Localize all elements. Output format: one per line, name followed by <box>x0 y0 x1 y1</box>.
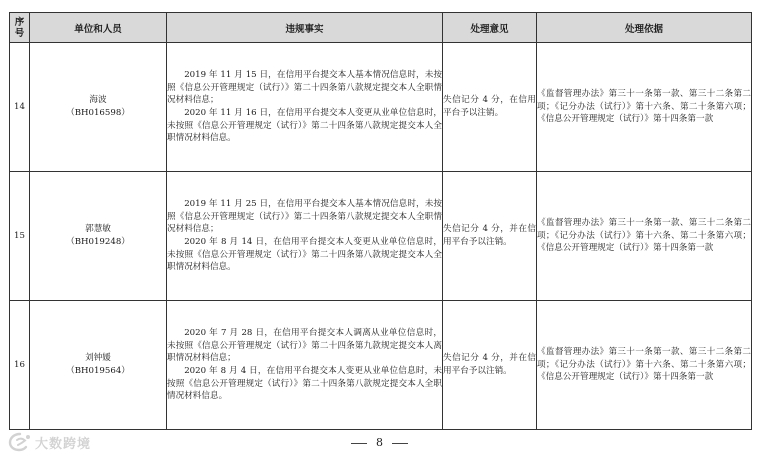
fact-paragraph: 2020 年 8 月 4 日，在信用平台提交本人变更从业单位信息时，未按照《信息公开管理规定（试行）》第二十四条第八款规定提交本人全职情况材料信息。 <box>167 366 442 402</box>
watermark-text: 大数跨境 <box>35 436 92 452</box>
footer-dash-right <box>392 443 408 444</box>
header-opinion: 处理意见 <box>443 13 537 43</box>
fact-paragraph: 2019 年 11 月 15 日，在信用平台提交本人基本情况信息时，未按照《信息公开管理规定（试行）》第二十四条第八款规定提交本人全职情况材料信息； <box>167 70 442 106</box>
violations-table <box>9 12 752 430</box>
person-code: （BH019564） <box>66 366 130 376</box>
row-seq: 15 <box>10 172 30 301</box>
row-facts <box>167 301 443 430</box>
table-row <box>10 43 752 172</box>
person-code: （BH019248） <box>66 237 130 247</box>
row-opinion: 失信记分 4 分，并在信用平台予以注销。 <box>443 172 537 301</box>
row-opinion: 失信记分 4 分，在信用平台予以注销。 <box>443 43 537 172</box>
fact-paragraph: 2019 年 11 月 25 日，在信用平台提交本人基本情况信息时，未按照《信息公开管理规定（试行）》第二十四条第八款规定提交本人全职情况材料信息； <box>167 199 442 235</box>
fact-paragraph: 2020 年 11 月 16 日，在信用平台提交本人变更从业单位信息时，未按照《信息公开管理规定（试行）》第二十四条第八款规定提交本人全职情况材料信息。 <box>167 108 442 144</box>
person-name: 刘钟媛 <box>85 353 111 364</box>
row-seq: 16 <box>10 301 30 430</box>
table-row <box>10 301 752 430</box>
row-basis: 《监督管理办法》第三十一条第一款、第三十二条第二项；《记分办法（试行）》第十六条、第二十条第六项；《信息公开管理规定（试行）》第十四条第一款 <box>537 43 752 172</box>
person-name: 海波 <box>89 95 107 106</box>
row-person <box>30 172 167 301</box>
fact-paragraph: 2020 年 8 月 14 日，在信用平台提交本人变更从业单位信息时，未按照《信息公开管理规定（试行）》第二十四条第八款规定提交本人全职情况材料信息。 <box>167 237 442 273</box>
fact-paragraph: 2020 年 7 月 28 日，在信用平台提交本人调离从业单位信息时，未按照《信息公开管理规定（试行）》第二十四条第九款规定提交本人离职情况材料信息； <box>167 328 442 364</box>
row-basis: 《监督管理办法》第三十一条第一款、第三十二条第二项；《记分办法（试行）》第十六条、第二十条第六项；《信息公开管理规定（试行）》第十四条第一款 <box>537 172 752 301</box>
table-header-row <box>10 13 752 43</box>
table-row <box>10 172 752 301</box>
row-opinion: 失信记分 4 分，并在信用平台予以注销。 <box>443 301 537 430</box>
row-seq: 14 <box>10 43 30 172</box>
header-seq-line1: 序 <box>14 16 25 28</box>
row-facts <box>167 172 443 301</box>
header-unit: 单位和人员 <box>30 13 167 43</box>
person-code: （BH016598） <box>66 108 130 118</box>
page-number: 8 <box>376 436 383 449</box>
page-footer <box>0 436 759 449</box>
header-facts: 违规事实 <box>167 13 443 43</box>
row-basis: 《监督管理办法》第三十一条第一款、第三十二条第二项；《记分办法（试行）》第十六条、第二十条第六项；《信息公开管理规定（试行）》第十四条第一款 <box>537 301 752 430</box>
header-seq <box>10 13 30 43</box>
row-person <box>30 301 167 430</box>
header-basis: 处理依据 <box>537 13 752 43</box>
row-facts <box>167 43 443 172</box>
row-person <box>30 43 167 172</box>
person-name: 郭慧敏 <box>85 224 111 235</box>
footer-dash-left <box>351 443 367 444</box>
header-seq-line2: 号 <box>14 27 25 39</box>
